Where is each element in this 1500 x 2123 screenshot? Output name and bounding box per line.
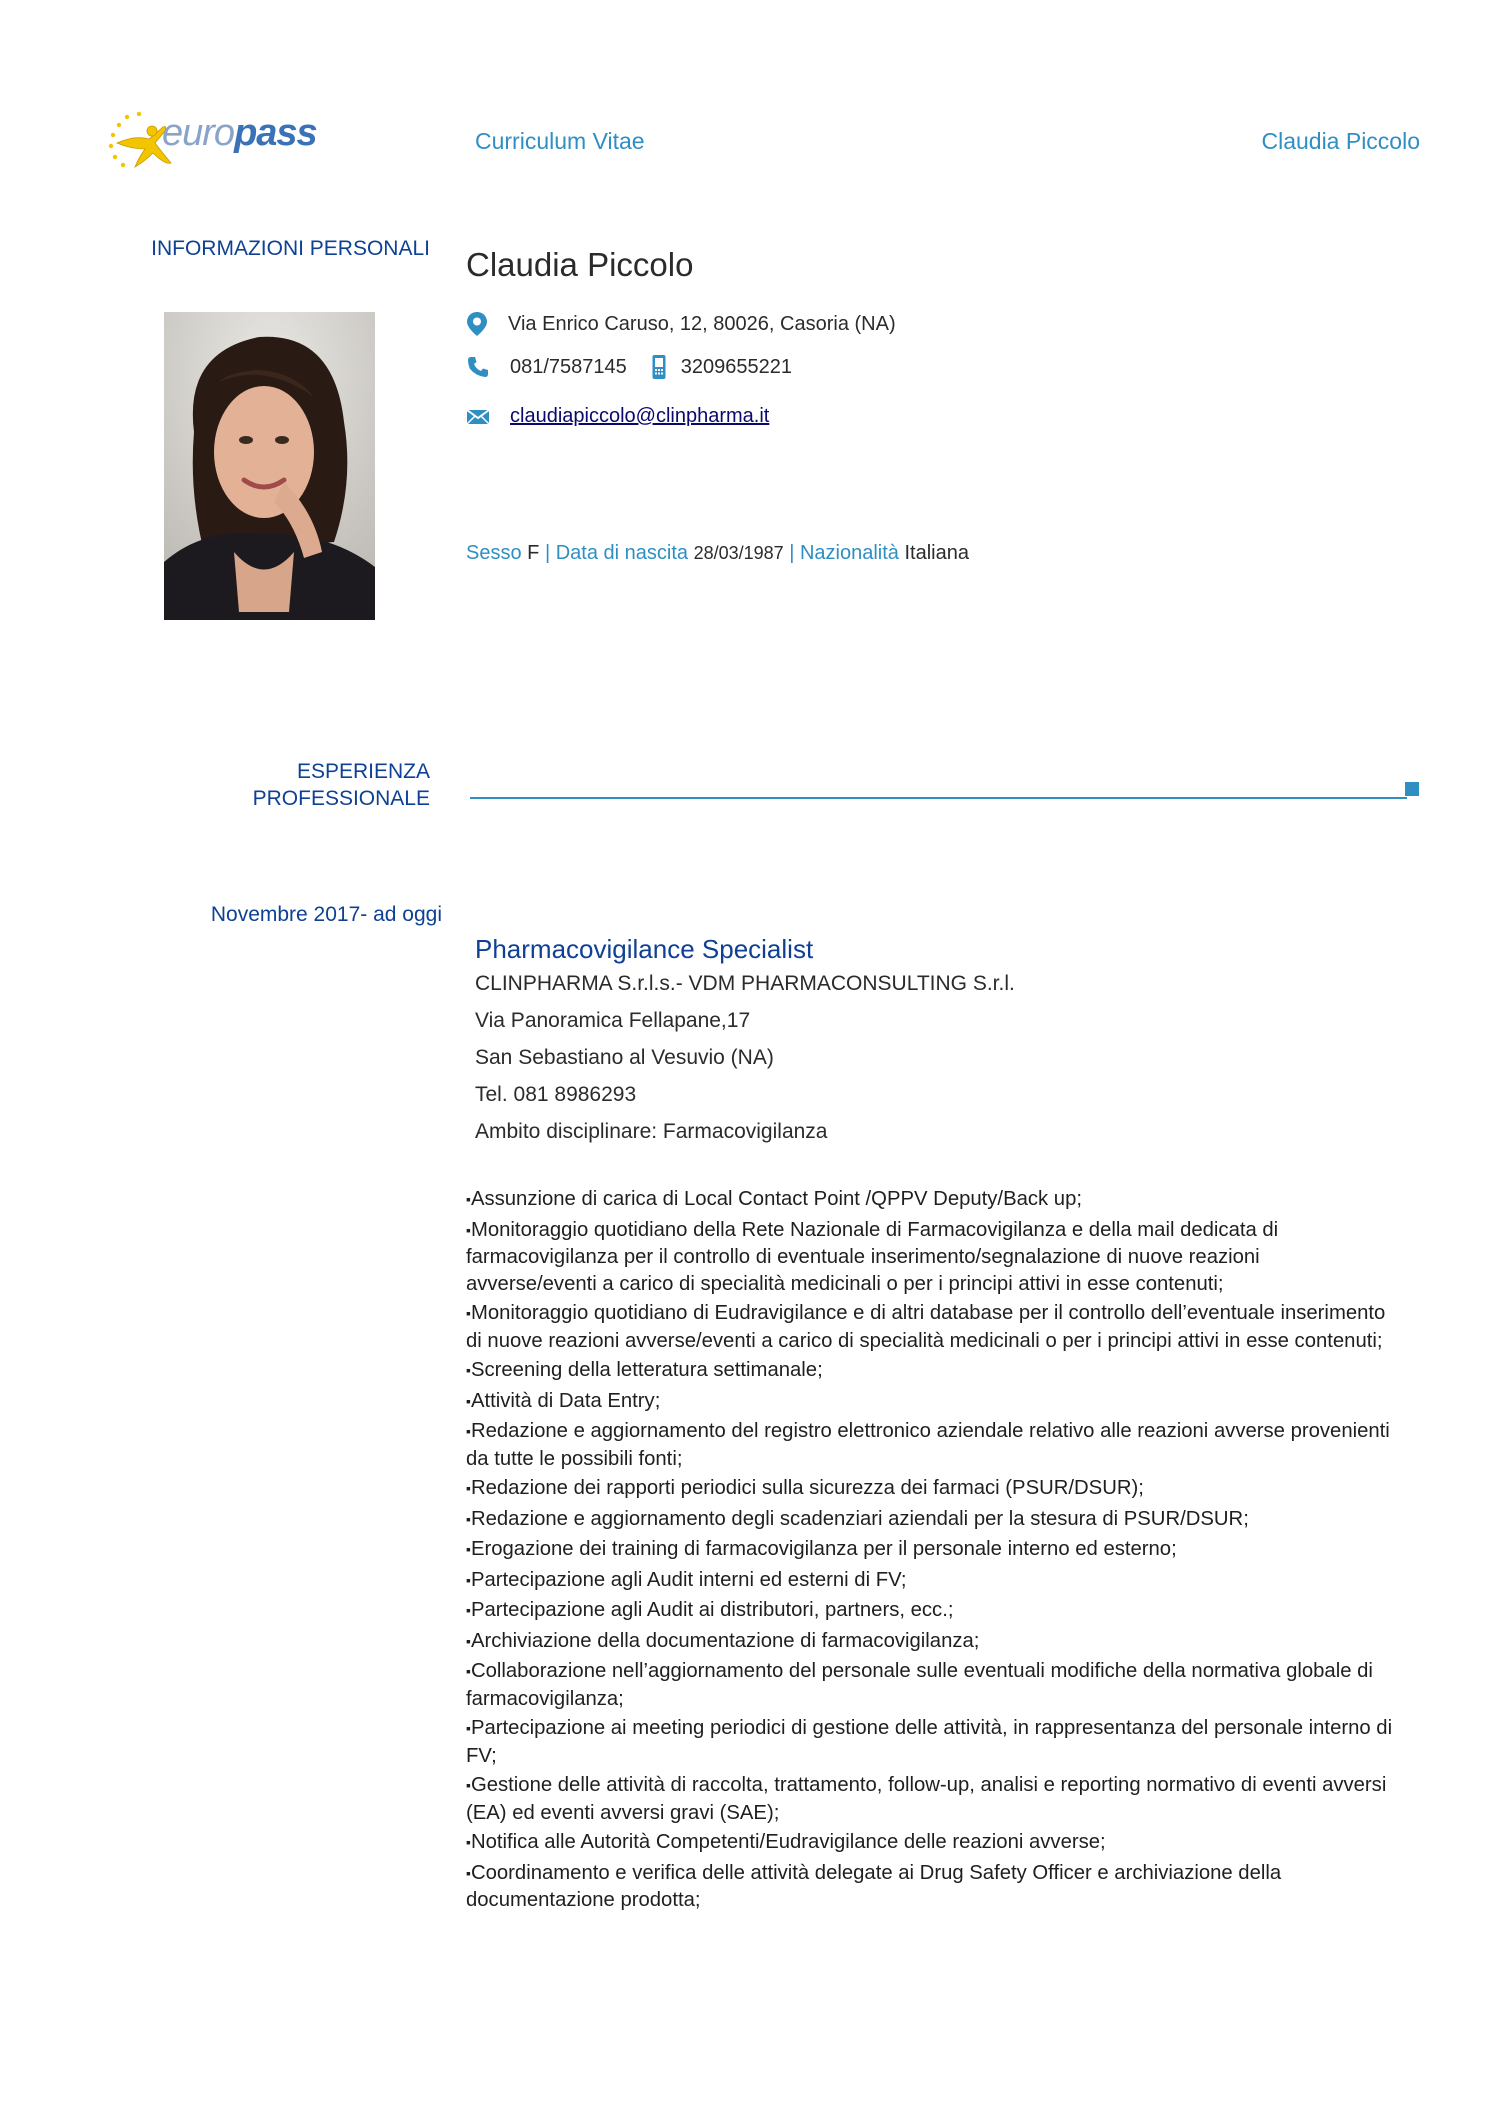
email-row (466, 405, 769, 428)
list-item: ▪ Gestione delle attività di raccolta, trattamento, follow-up, analisi e reporting normativo di eventi avversi (EA) ed eventi avversi gravi (SAE); (466, 1772, 1396, 1826)
mobile-phone-icon (651, 354, 667, 380)
document-title: Curriculum Vitae (475, 128, 645, 154)
list-item: ▪ Redazione e aggiornamento del registro elettronico aziendale relativo alle reazioni avverse provenienti da tutte le possibili fonti; (466, 1418, 1396, 1472)
sex-value: F (527, 542, 540, 564)
list-item: ▪ Partecipazione ai meeting periodici di gestione delle attività, in rappresentanza del personale interno di FV; (466, 1715, 1396, 1769)
profile-photo (164, 312, 375, 620)
nationality-label: Nazionalità (799, 542, 899, 564)
section-label-line: ESPERIENZA (296, 760, 430, 783)
address-row (466, 311, 896, 337)
section-label-personal-info: INFORMAZIONI PERSONALI (151, 237, 430, 260)
nationality-value: Italiana (904, 542, 969, 564)
section-label-line: PROFESSIONALE (252, 787, 430, 810)
envelope-icon (466, 408, 490, 426)
mobile-group (651, 354, 792, 380)
header-name: Claudia Piccolo (1261, 128, 1420, 154)
list-item: ▪ Partecipazione agli Audit ai distributori, partners, ecc.; (466, 1597, 1396, 1625)
logo-text-pass: pass (234, 112, 317, 154)
phone-icon (466, 355, 490, 379)
list-item: ▪ Erogazione dei training di farmacovigilanza per il personale interno ed esterno; (466, 1536, 1396, 1564)
list-item: ▪ Redazione dei rapporti periodici sulla sicurezza dei farmaci (PSUR/DSUR); (466, 1475, 1396, 1503)
mobile-text[interactable]: 3209655221 (680, 355, 793, 378)
job-tel: Tel. 081 8986293 (475, 1083, 637, 1106)
phone-row (466, 354, 792, 380)
job-date: Novembre 2017- ad oggi (210, 903, 442, 926)
phone-text[interactable]: 081/7587145 (510, 355, 627, 378)
address-text: Via Enrico Caruso, 12, 80026, Casoria (NA) (508, 312, 896, 335)
job-address-line: Via Panoramica Fellapane,17 (475, 1009, 751, 1032)
list-item: ▪ Archiviazione della documentazione di farmacovigilanza; (466, 1628, 1396, 1656)
list-item: ▪ Coordinamento e verifica delle attività delegate ai Drug Safety Officer e archiviazione della documentazione prodotta; (466, 1860, 1396, 1914)
duties-list (466, 1186, 1396, 1917)
logo-text-euro: euro (162, 112, 235, 154)
section-divider-square (1405, 782, 1419, 796)
list-item: ▪ Attività di Data Entry; (466, 1388, 1396, 1416)
separator: | (789, 542, 795, 564)
section-label-experience (100, 758, 430, 812)
sex-label: Sesso (466, 542, 522, 564)
job-title: Pharmacovigilance Specialist (475, 934, 814, 964)
job-employer: CLINPHARMA S.r.l.s.- VDM PHARMACONSULTING S.r.l. (475, 972, 1015, 995)
list-item: ▪ Monitoraggio quotidiano di Eudravigilance e di altri database per il controllo dell’eventuale inserimento di nuove reazioni avverse/eventi a carico di specialità medicinali o per i principi attivi in esse contenuti; (466, 1300, 1396, 1354)
list-item: ▪ Screening della letteratura settimanale; (466, 1357, 1396, 1385)
personal-details (466, 542, 969, 565)
section-divider (470, 797, 1407, 799)
list-item: ▪ Assunzione di carica di Local Contact Point /QPPV Deputy/Back up; (466, 1186, 1396, 1214)
separator: | (544, 542, 551, 564)
email-link[interactable]: claudiapiccolo@clinpharma.it (510, 405, 770, 427)
list-item: ▪ Collaborazione nell’aggiornamento del personale sulle eventuali modifiche della normativa globale di farmacovigilanza; (466, 1658, 1396, 1712)
birth-value: 28/03/1987 (693, 543, 784, 563)
job-field: Ambito disciplinare: Farmacovigilanza (475, 1120, 828, 1143)
list-item: ▪ Redazione e aggiornamento degli scadenziari aziendali per la stesura di PSUR/DSUR; (466, 1506, 1396, 1534)
full-name: Claudia Piccolo (466, 246, 694, 283)
list-item: ▪ Monitoraggio quotidiano della Rete Nazionale di Farmacovigilanza e della mail dedicata di farmacovigilanza per il controllo di eventuale inserimento/segnalazione di nuove reazioni avverse/eventi a carico di specialità medicinali o per i principi attivi in esse contenuti; (466, 1217, 1396, 1298)
list-item: ▪ Partecipazione agli Audit interni ed esterni di FV; (466, 1567, 1396, 1595)
job-address-line: San Sebastiano al Vesuvio (NA) (475, 1046, 774, 1069)
map-pin-icon (466, 311, 488, 337)
europass-wordmark (162, 112, 317, 155)
list-item: ▪ Notifica alle Autorità Competenti/Eudravigilance delle reazioni avverse; (466, 1829, 1396, 1857)
birth-label: Data di nascita (555, 542, 688, 564)
